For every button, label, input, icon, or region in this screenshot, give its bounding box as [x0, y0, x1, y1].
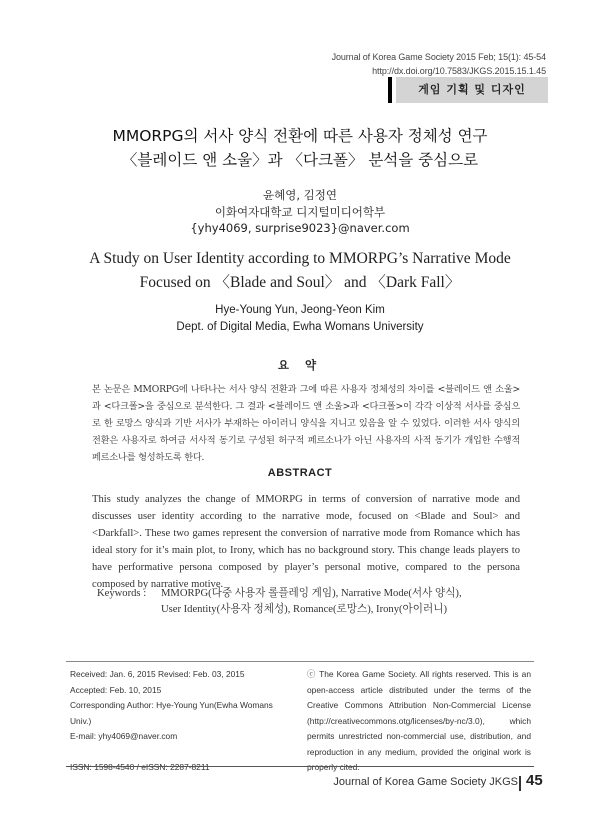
- title-ko-line2: 〈블레이드 앤 소울〉과 〈다크폴〉 분석을 중심으로: [121, 151, 479, 169]
- abstract-ko-heading: 요 약: [277, 358, 323, 372]
- copyright-notice: ⓒ The Korea Game Society. All rights reserved. This is an open-access article distributed under the terms of the Creative Commons Attribution Non-Commercial License (http://creativecommons.otg/licenses/by-nc/3.0), which permits unrestricted non-commercial use, distribution, and reproduction in any medium, provided the original work is properly cited.: [307, 669, 531, 772]
- page-number: 45: [526, 772, 543, 789]
- title-en-line1: A Study on User Identity according to MMORPG’s Narrative Mode: [89, 250, 511, 267]
- authors-en: Hye-Young Yun, Jeong-Yeon Kim: [215, 304, 385, 316]
- issn: ISSN: 1598-4540 / eISSN: 2287-8211: [70, 762, 210, 772]
- author-emails: {yhy4069, surprise9023}@naver.com: [190, 221, 410, 235]
- doi-line: http://dx.doi.org/10.7583/JKGS.2015.15.1.45: [372, 66, 546, 76]
- page-footer-journal: Journal of Korea Game Society JKGS: [333, 776, 518, 788]
- footnote-left: [70, 667, 295, 776]
- received-date: Received: Jan. 6, 2015 Revised: Feb. 03, 2015: [70, 669, 245, 679]
- keywords-line2: User Identity(사용자 정체성), Romance(로망스), Irony(아이러니): [161, 604, 447, 615]
- affiliation-en: Dept. of Digital Media, Ewha Womans University: [176, 321, 424, 333]
- keywords-line1: MMORPG(다중 사용자 롤플레잉 게임), Narrative Mode(서사 양식),: [161, 588, 462, 599]
- journal-citation: Journal of Korea Game Society 2015 Feb; 15(1): 45-54: [331, 52, 546, 62]
- title-en-line2: Focused on 〈Blade and Soul〉 and 〈Dark Fall〉: [139, 274, 461, 291]
- section-label: 게임 기획 및 디자인: [396, 77, 548, 103]
- footer-divider: [66, 661, 534, 662]
- affiliation-ko: 이화여자대학교 디지털미디어학부: [214, 205, 386, 219]
- authors-ko: 윤혜영, 김정연: [263, 188, 337, 202]
- abstract-en-body: This study analyzes the change of MMORPG in terms of conversion of narrative mode and discusses user identity according to the narrative mode, focused on <Blade and Soul> and <Darkfall>. These two games represent the conversion of narrative mode from Romance which has ideal story for it’s main plot, to Irony, which has no background story. This change leads players to have performative persona composed by player’s personal motive, compared to the persona composed by narrative motive.: [92, 494, 520, 590]
- abstract-en-heading: ABSTRACT: [267, 467, 333, 479]
- abstract-ko-body: 본 논문은 MMORPG에 나타나는 서사 양식 전환과 그에 따른 사용자 정체성의 차이를 <블레이드 앤 소울>과 <다크폴>을 중심으로 분석한다. 그 결과 <블레이드 앤 소울>과 <다크폴>이 각각 이상적 서사를 중심으로 한 로망스 양식과 기반 서사가 부재하는 아이러니 양식을 지니고 있음을 알 수 있었다. 이러한 서사 양식의 전환은 사용자로 하여금 서사적 동기로 구성된 허구적 페르소나가 아닌 사용자의 사적 동기가 개입한 수행적 페르소나를 형성하도록 한다.: [92, 384, 520, 463]
- section-label-box: [388, 77, 548, 103]
- keywords-label: Keywords :: [97, 588, 147, 599]
- author-email: E-mail: yhy4069@naver.com: [70, 731, 178, 741]
- page-footer-divider: [66, 766, 534, 767]
- accepted-date: Accepted: Feb. 10, 2015: [70, 684, 162, 695]
- section-marker: [388, 77, 392, 103]
- title-ko-line1: MMORPG의 서사 양식 전환에 따른 사용자 정체성 연구: [112, 127, 488, 145]
- page-footer-separator: [519, 776, 521, 791]
- corresponding-author: Corresponding Author: Hye-Young Yun(Ewha Womans Univ.): [70, 700, 273, 726]
